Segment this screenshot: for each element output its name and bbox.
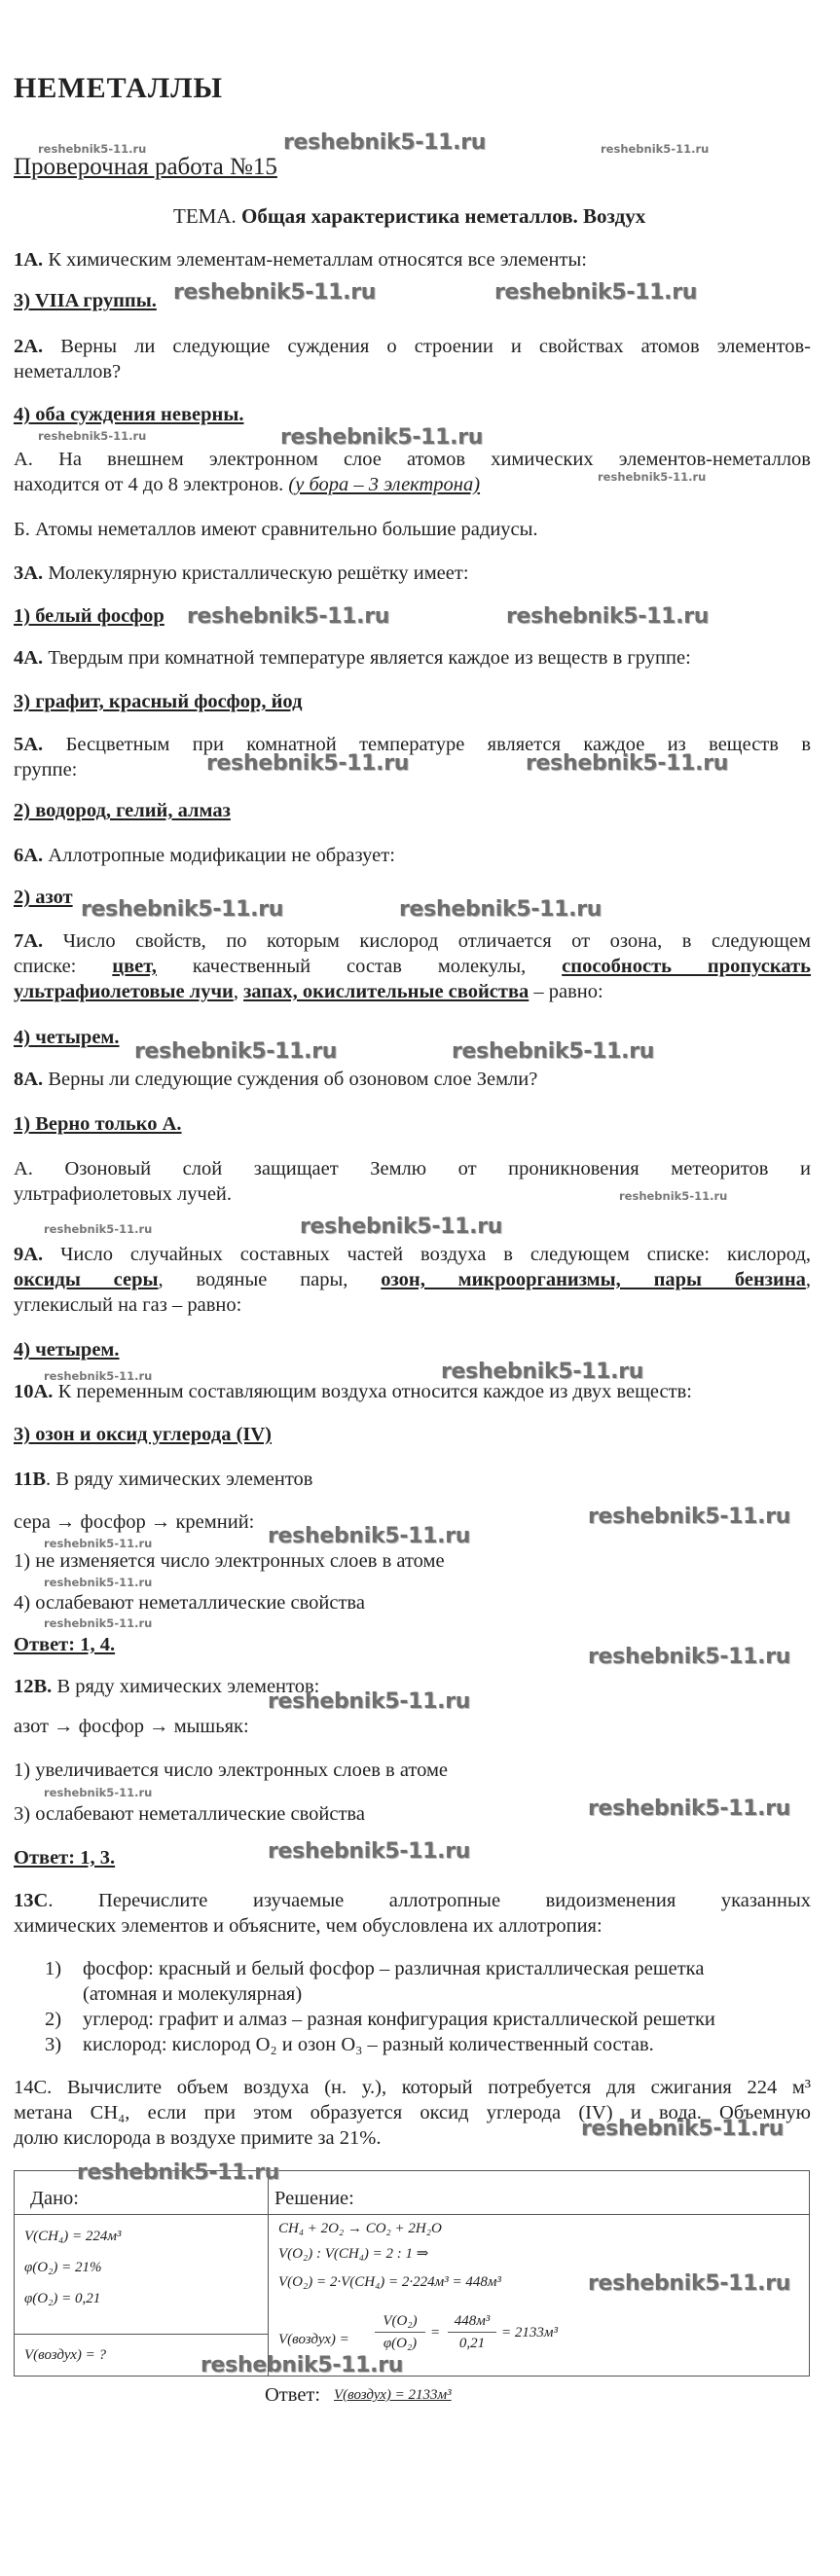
question-number: 3А. bbox=[14, 562, 44, 584]
question-text: В ряду химических элементов: bbox=[56, 1676, 320, 1697]
table-border bbox=[14, 2334, 269, 2335]
question-text: Число случайных составных частей воздуха в следующем списке: кислород, bbox=[60, 1244, 812, 1265]
list-item: 2) bbox=[45, 2009, 62, 2030]
answer-2: 4) оба суждения неверны. bbox=[14, 404, 244, 425]
watermark: reshebnik5-11.ru bbox=[588, 1796, 791, 1821]
question-number: 2А. bbox=[14, 336, 44, 357]
option-11-1: 1) не изменяется число электронных слоев в атоме bbox=[14, 1550, 445, 1572]
answer-8: 1) Верно только А. bbox=[14, 1113, 182, 1135]
list-item-text: фосфор: красный и белый фосфор – различная кристаллическая решетка bbox=[83, 1958, 705, 1979]
table-border bbox=[809, 2170, 810, 2376]
question-13 bbox=[14, 1888, 811, 1913]
watermark: reshebnik5-11.ru bbox=[588, 1505, 791, 1529]
highlight: ультрафиолетовые лучи bbox=[14, 981, 234, 1002]
list-item-text: (атомная и молекулярная) bbox=[83, 1983, 303, 2005]
question-number: 7А. bbox=[14, 930, 44, 952]
answer-4: 3) графит, красный фосфор, йод bbox=[14, 691, 303, 712]
watermark: reshebnik5-11.ru bbox=[399, 897, 603, 922]
list-item-text: углерод: графит и алмаз – разная конфигурация кристаллической решетки bbox=[83, 2009, 715, 2030]
question-11 bbox=[14, 1467, 313, 1492]
watermark: reshebnik5-11.ru bbox=[44, 1537, 153, 1550]
watermark: reshebnik5-11.ru bbox=[187, 604, 390, 629]
question-7-line2 bbox=[14, 954, 811, 979]
question-text: Бесцветным при комнатной температуре является каждое из веществ в bbox=[65, 734, 811, 755]
question-4 bbox=[14, 645, 691, 671]
find-item: V(воздух) = ? bbox=[24, 2347, 107, 2363]
question-text: списке: bbox=[14, 956, 77, 977]
theme-prefix: ТЕМА. bbox=[173, 204, 237, 228]
question-2-line2: неметаллов? bbox=[14, 361, 122, 382]
question-9 bbox=[14, 1242, 811, 1267]
option-11-4: 4) ослабевают неметаллические свойства bbox=[14, 1592, 365, 1614]
question-2 bbox=[14, 334, 811, 359]
answer-label: Ответ: bbox=[265, 2384, 321, 2406]
question-7 bbox=[14, 928, 811, 954]
list-item: 1) bbox=[45, 1958, 62, 1979]
fraction-numerator: 448м³ bbox=[454, 2313, 491, 2329]
watermark: reshebnik5-11.ru bbox=[619, 1189, 728, 1203]
answer-7: 4) четырем. bbox=[14, 1027, 120, 1048]
highlight: оксиды серы bbox=[14, 1269, 159, 1290]
statement-a: А. На внешнем электронном слое атомов химических элементов-неметаллов bbox=[14, 449, 811, 470]
question-10 bbox=[14, 1379, 692, 1404]
solution-formula-left: V(воздух) = bbox=[278, 2332, 349, 2347]
answer-11: Ответ: 1, 4. bbox=[14, 1634, 116, 1655]
question-text: Аллотропные модификации не образует: bbox=[48, 845, 395, 866]
answer-5: 2) водород, гелий, алмаз bbox=[14, 800, 231, 821]
watermark: reshebnik5-11.ru bbox=[588, 1645, 791, 1669]
question-14-line2: метана CH₄, если при этом образуется оксид углерода (IV) и вода. Объемную bbox=[14, 2102, 811, 2123]
question-text: Молекулярную кристаллическую решётку имеет: bbox=[48, 562, 469, 584]
question-text: , bbox=[233, 981, 238, 1002]
solution-line: V(O₂) = 2·V(CH₄) = 2·224м³ = 448м³ bbox=[278, 2274, 501, 2290]
answer-1: 3) VIIA группы. bbox=[14, 290, 157, 311]
answer-3: 1) белый фосфор bbox=[14, 605, 164, 627]
question-5-line2: группе: bbox=[14, 759, 78, 780]
watermark: reshebnik5-11.ru bbox=[44, 1786, 153, 1799]
question-text: К переменным составляющим воздуха относится каждое из двух веществ: bbox=[57, 1381, 692, 1402]
series-12: азот → фосфор → мышьяк: bbox=[14, 1716, 249, 1737]
question-1 bbox=[14, 247, 587, 272]
statement-b: Б. Атомы неметаллов имеют сравнительно большие радиусы. bbox=[14, 519, 538, 540]
question-9-line2 bbox=[14, 1267, 811, 1292]
answer-10: 3) озон и оксид углерода (IV) bbox=[14, 1424, 273, 1445]
watermark: reshebnik5-11.ru bbox=[526, 751, 729, 776]
statement-a: А. Озоновый слой защищает Землю от проникновения метеоритов и bbox=[14, 1158, 811, 1179]
watermark: reshebnik5-11.ru bbox=[268, 1689, 471, 1714]
fraction-denominator: φ(O₂) bbox=[383, 2336, 418, 2351]
question-3 bbox=[14, 561, 469, 586]
question-text: – равно: bbox=[533, 981, 603, 1002]
highlight: способность пропускать bbox=[562, 956, 812, 977]
question-number: 4А. bbox=[14, 647, 44, 669]
answer-14: V(воздух) = 2133м³ bbox=[334, 2387, 452, 2403]
watermark: reshebnik5-11.ru bbox=[38, 429, 147, 443]
statement-note: (у бора – 3 электрона) bbox=[288, 474, 481, 495]
question-text: . В ряду химических элементов bbox=[46, 1469, 313, 1490]
question-number: 9А. bbox=[14, 1244, 44, 1265]
series-11: сера → фосфор → кремний: bbox=[14, 1511, 255, 1533]
question-13-line2: химических элементов и объясните, чем обусловлена их аллотропия: bbox=[14, 1915, 603, 1937]
question-9-line3: углекислый на газ – равно: bbox=[14, 1294, 242, 1316]
answer-6: 2) азот bbox=[14, 887, 73, 908]
watermark: reshebnik5-11.ru bbox=[452, 1039, 655, 1064]
theme-line bbox=[173, 203, 645, 229]
given-item: φ(O₂) = 21% bbox=[24, 2260, 102, 2275]
given-item: φ(O₂) = 0,21 bbox=[24, 2291, 101, 2306]
table-border bbox=[14, 2214, 810, 2215]
question-text: Твердым при комнатной температуре является каждое из веществ в группе: bbox=[48, 647, 691, 669]
question-text: Верны ли следующие суждения о строении и свойствах атомов элементов- bbox=[60, 336, 811, 357]
question-number: 10А. bbox=[14, 1381, 54, 1402]
watermark: reshebnik5-11.ru bbox=[44, 1369, 153, 1383]
list-item-text: кислород: кислород O₂ и озон O₃ – разный количественный состав. bbox=[83, 2034, 654, 2055]
option-12-3: 3) ослабевают неметаллические свойства bbox=[14, 1803, 365, 1825]
question-number: 13С bbox=[14, 1890, 49, 1911]
statement-a-line2 bbox=[14, 472, 480, 497]
question-text: К химическим элементам-неметаллам относятся все элементы: bbox=[48, 249, 587, 271]
watermark: reshebnik5-11.ru bbox=[134, 1039, 338, 1064]
fraction-denominator: 0,21 bbox=[458, 2336, 486, 2351]
question-8 bbox=[14, 1067, 537, 1092]
question-number: 1А. bbox=[14, 249, 44, 271]
watermark: reshebnik5-11.ru bbox=[77, 2160, 280, 2185]
question-number: 11В bbox=[14, 1469, 47, 1490]
watermark: reshebnik5-11.ru bbox=[81, 897, 284, 922]
watermark: reshebnik5-11.ru bbox=[283, 130, 487, 155]
question-number: 6А. bbox=[14, 845, 44, 866]
question-text: качественный состав молекулы, bbox=[192, 956, 527, 977]
question-14-line3: долю кислорода в воздухе примите за 21%. bbox=[14, 2127, 382, 2149]
option-12-1: 1) увеличивается число электронных слоев в атоме bbox=[14, 1760, 449, 1781]
statement-text: находится от 4 до 8 электронов. bbox=[14, 474, 284, 495]
table-border bbox=[14, 2170, 15, 2376]
fraction-numerator: V(O₂) bbox=[383, 2313, 418, 2329]
highlight: озон, микроорганизмы, пары бензина bbox=[381, 1269, 806, 1290]
work-title: Проверочная работа №15 bbox=[14, 154, 277, 180]
question-number: 5А. bbox=[14, 734, 44, 755]
solution-line: CH₄ + 2O₂ → CO₂ + 2H₂O bbox=[278, 2221, 442, 2236]
watermark: reshebnik5-11.ru bbox=[268, 1839, 471, 1864]
equals-sign: = bbox=[430, 2325, 441, 2340]
highlight: запах, окислительные свойства bbox=[243, 981, 530, 1002]
watermark: reshebnik5-11.ru bbox=[44, 1576, 153, 1589]
solution-label: Решение: bbox=[274, 2188, 354, 2209]
given-item: V(CH₄) = 224м³ bbox=[24, 2229, 122, 2244]
page-title: НЕМЕТАЛЛЫ bbox=[14, 72, 224, 104]
watermark: reshebnik5-11.ru bbox=[44, 1616, 153, 1630]
watermark: reshebnik5-11.ru bbox=[588, 2271, 791, 2296]
answer-12: Ответ: 1, 3. bbox=[14, 1847, 116, 1869]
watermark: reshebnik5-11.ru bbox=[601, 142, 710, 156]
answer-9: 4) четырем. bbox=[14, 1339, 120, 1361]
question-number: 12В. bbox=[14, 1676, 53, 1697]
watermark: reshebnik5-11.ru bbox=[268, 1524, 471, 1548]
statement-a-line2: ультрафиолетовых лучей. bbox=[14, 1183, 233, 1205]
watermark: reshebnik5-11.ru bbox=[598, 470, 707, 484]
question-text: , bbox=[805, 1269, 812, 1290]
watermark: reshebnik5-11.ru bbox=[201, 2353, 404, 2377]
theme-text: Общая характеристика неметаллов. Воздух bbox=[241, 204, 646, 228]
question-text: . Перечислите изучаемые аллотропные видоизменения указанных bbox=[48, 1890, 811, 1911]
watermark: reshebnik5-11.ru bbox=[206, 751, 410, 776]
question-text: , водяные пары, bbox=[158, 1269, 348, 1290]
list-item: 3) bbox=[45, 2034, 62, 2055]
question-number: 8А. bbox=[14, 1069, 44, 1090]
watermark: reshebnik5-11.ru bbox=[506, 604, 710, 629]
watermark: reshebnik5-11.ru bbox=[581, 2117, 785, 2141]
watermark: reshebnik5-11.ru bbox=[494, 280, 698, 305]
question-text: Число свойств, по которым кислород отличается от озона, в следующем bbox=[62, 930, 811, 952]
solution-line: V(O₂) : V(CH₄) = 2 : 1 ⇒ bbox=[278, 2246, 429, 2262]
table-border bbox=[268, 2170, 269, 2376]
watermark: reshebnik5-11.ru bbox=[280, 425, 484, 450]
fraction-bar bbox=[448, 2332, 496, 2333]
watermark: reshebnik5-11.ru bbox=[38, 142, 147, 156]
watermark: reshebnik5-11.ru bbox=[173, 280, 377, 305]
watermark: reshebnik5-11.ru bbox=[44, 1222, 153, 1236]
given-label: Дано: bbox=[30, 2188, 79, 2209]
question-14: 14С. Вычислите объем воздуха (н. у.), который потребуется для сжигания 224 м³ bbox=[14, 2077, 811, 2098]
highlight: цвет, bbox=[112, 956, 157, 977]
question-6 bbox=[14, 843, 395, 868]
question-text: Верны ли следующие суждения об озоновом слое Земли? bbox=[48, 1069, 538, 1090]
fraction-bar bbox=[375, 2332, 425, 2333]
watermark: reshebnik5-11.ru bbox=[300, 1215, 503, 1239]
question-7-line3 bbox=[14, 979, 603, 1004]
watermark: reshebnik5-11.ru bbox=[441, 1360, 644, 1384]
result: = 2133м³ bbox=[501, 2325, 558, 2340]
